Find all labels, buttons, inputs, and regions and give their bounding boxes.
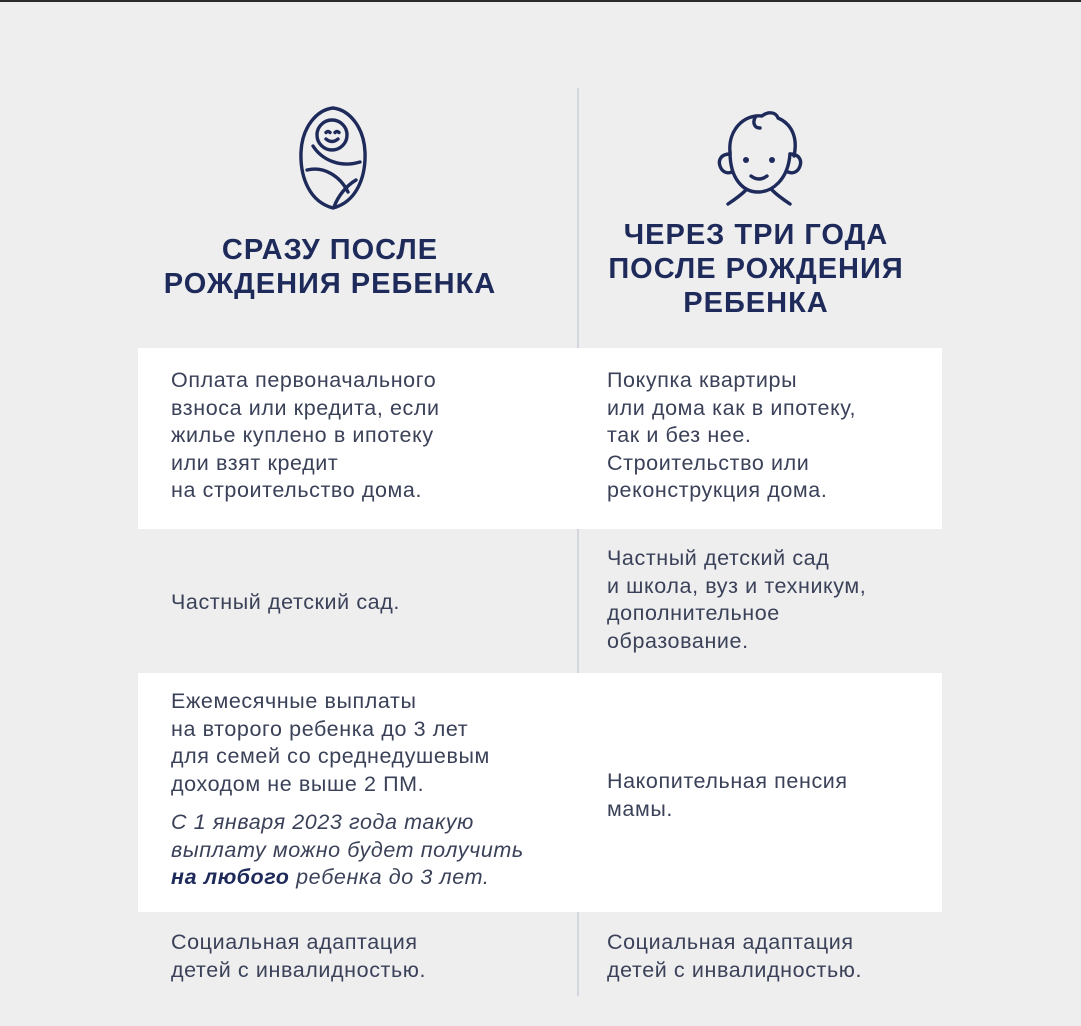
cell-text-line: или взят кредит [171, 450, 339, 475]
cell-text-line: и школа, вуз и техникум, [607, 573, 867, 598]
row-4-right-cell [607, 929, 862, 984]
cell-text-line: или дома как в ипотеку, [607, 395, 857, 420]
cell-text-line: на строительство дома. [171, 478, 423, 502]
note-text: ребенка до 3 лет. [289, 865, 490, 889]
note-line: выплату можно будет получить [171, 837, 524, 862]
row-2-left-cell [171, 589, 400, 617]
top-border-line [0, 0, 1081, 2]
cell-text-line: Оплата первоначального [171, 368, 437, 392]
cell-text-line: Частный детский сад [607, 546, 830, 570]
left-column-heading [140, 233, 520, 301]
cell-text-line: образование. [607, 628, 749, 653]
cell-text-line: жилье куплено в ипотеку [171, 423, 434, 447]
row-1-right-cell [607, 367, 856, 505]
right-heading-line: ЧЕРЕЗ ТРИ ГОДА [623, 219, 889, 251]
right-column-heading [580, 218, 932, 320]
row-3-right-cell [607, 768, 848, 823]
row-3-left-cell [171, 688, 524, 892]
cell-text-line: Строительство или [607, 450, 810, 475]
row-1-left-cell [171, 367, 440, 505]
cell-text-line: реконструкция дома. [607, 478, 828, 502]
cell-text-line: на второго ребенка до 3 лет [171, 716, 469, 741]
row-2-right-cell [607, 545, 866, 655]
left-heading-line: РОЖДЕНИЯ РЕБЕНКА [163, 268, 497, 300]
cell-text-line: так и без нее. [607, 423, 752, 447]
right-heading-line: ПОСЛЕ РОЖДЕНИЯ [608, 253, 904, 285]
cell-text-line: детей с инвалидностью. [171, 957, 427, 982]
cell-text-line: дополнительное [607, 601, 780, 625]
note-2023 [171, 809, 524, 892]
cell-text-line: Социальная адаптация [171, 930, 418, 954]
cell-text-line: Покупка квартиры [607, 368, 798, 392]
cell-text-line: для семей со среднедушевым [171, 744, 490, 768]
cell-text-line: взноса или кредита, если [171, 395, 440, 420]
right-heading-line: РЕБЕНКА [683, 287, 829, 319]
left-heading-line: СРАЗУ ПОСЛЕ [221, 234, 439, 266]
cell-text-line: мамы. [607, 796, 673, 821]
cell-text-line: Частный детский сад. [171, 590, 400, 614]
cell-text-line: Накопительная пенсия [607, 769, 848, 793]
cell-text-line: доходом не выше 2 ПМ. [171, 771, 425, 796]
toddler-face-icon [710, 108, 806, 210]
swaddled-baby-icon [296, 104, 370, 214]
cell-text-line: детей с инвалидностью. [607, 957, 863, 982]
row-4-left-cell [171, 929, 426, 984]
cell-text-line: Ежемесячные выплаты [171, 689, 417, 713]
note-line: С 1 января 2023 года такую [171, 810, 474, 834]
note-bold-text: на любого [171, 865, 290, 889]
cell-text-line: Социальная адаптация [607, 930, 854, 954]
note-line [171, 864, 524, 892]
